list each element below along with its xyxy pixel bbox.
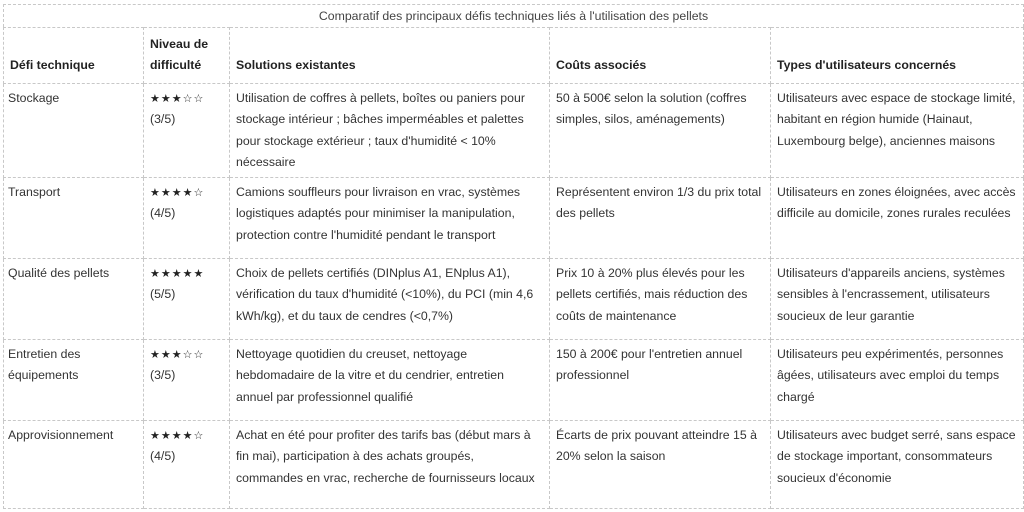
rating-text: (4/5) bbox=[150, 206, 176, 221]
cell-costs: Représentent environ 1/3 du prix total des pellets bbox=[550, 178, 771, 259]
rating-text: (3/5) bbox=[150, 368, 176, 383]
header-users: Types d'utilisateurs concernés bbox=[771, 28, 1024, 84]
cell-solutions: Nettoyage quotidien du creuset, nettoyage hebdomadaire de la vitre et du cendrier, entretien annuel par professionnel qualifié bbox=[230, 340, 550, 421]
cell-challenge: Entretien des équipements bbox=[4, 340, 144, 421]
cell-solutions: Choix de pellets certifiés (DINplus A1, ENplus A1), vérification du taux d'humidité (<10%), du PCI (min 4,6 kWh/kg), et du taux de cendres (<0,7%) bbox=[230, 259, 550, 340]
comparison-table-container bbox=[3, 4, 1023, 509]
table-caption: Comparatif des principaux défis techniques liés à l'utilisation des pellets bbox=[3, 4, 1024, 27]
cell-costs: 150 à 200€ pour l'entretien annuel professionnel bbox=[550, 340, 771, 421]
header-difficulty: Niveau de difficulté bbox=[144, 28, 230, 84]
table-row bbox=[4, 421, 1024, 509]
cell-users: Utilisateurs avec espace de stockage limité, habitant en région humide (Hainaut, Luxembourg belge), anciennes maisons bbox=[771, 84, 1024, 178]
cell-difficulty bbox=[144, 340, 230, 421]
cell-challenge: Approvisionnement bbox=[4, 421, 144, 509]
rating-text: (4/5) bbox=[150, 449, 176, 464]
cell-costs: 50 à 500€ selon la solution (coffres simples, silos, aménagements) bbox=[550, 84, 771, 178]
table-row bbox=[4, 84, 1024, 178]
star-rating-icon: ★★★☆☆ bbox=[150, 92, 205, 105]
cell-challenge: Qualité des pellets bbox=[4, 259, 144, 340]
star-rating-icon: ★★★☆☆ bbox=[150, 348, 205, 362]
table-row bbox=[4, 259, 1024, 340]
cell-difficulty bbox=[144, 259, 230, 340]
cell-solutions: Utilisation de coffres à pellets, boîtes ou paniers pour stockage intérieur ; bâches imperméables et palettes pour stockage extérieur ; taux d'humidité < 10% nécessaire bbox=[230, 84, 550, 178]
cell-users: Utilisateurs avec budget serré, sans espace de stockage important, consommateurs soucieux d'économie bbox=[771, 421, 1024, 509]
cell-challenge: Transport bbox=[4, 178, 144, 259]
cell-difficulty bbox=[144, 421, 230, 509]
header-solutions: Solutions existantes bbox=[230, 28, 550, 84]
cell-costs: Écarts de prix pouvant atteindre 15 à 20% selon la saison bbox=[550, 421, 771, 509]
comparison-table bbox=[3, 4, 1024, 509]
table-row bbox=[4, 340, 1024, 421]
table-row bbox=[4, 178, 1024, 259]
cell-challenge: Stockage bbox=[4, 84, 144, 178]
rating-text: (5/5) bbox=[150, 287, 176, 302]
cell-users: Utilisateurs en zones éloignées, avec accès difficile au domicile, zones rurales reculées bbox=[771, 178, 1024, 259]
star-rating-icon: ★★★★★ bbox=[150, 267, 205, 281]
cell-difficulty bbox=[144, 178, 230, 259]
star-rating-icon: ★★★★☆ bbox=[150, 429, 205, 443]
cell-users: Utilisateurs d'appareils anciens, systèmes sensibles à l'encrassement, utilisateurs soucieux de leur garantie bbox=[771, 259, 1024, 340]
header-costs: Coûts associés bbox=[550, 28, 771, 84]
cell-difficulty bbox=[144, 84, 230, 178]
star-rating-icon: ★★★★☆ bbox=[150, 186, 205, 200]
rating-text: (3/5) bbox=[150, 112, 176, 127]
header-row bbox=[4, 28, 1024, 84]
cell-solutions: Achat en été pour profiter des tarifs bas (début mars à fin mai), participation à des achats groupés, commandes en vrac, recherche de fournisseurs locaux bbox=[230, 421, 550, 509]
cell-solutions: Camions souffleurs pour livraison en vrac, systèmes logistiques adaptés pour minimiser la manipulation, protection contre l'humidité pendant le transport bbox=[230, 178, 550, 259]
cell-users: Utilisateurs peu expérimentés, personnes âgées, utilisateurs avec emploi du temps chargé bbox=[771, 340, 1024, 421]
header-challenge: Défi technique bbox=[4, 28, 144, 84]
cell-costs: Prix 10 à 20% plus élevés pour les pellets certifiés, mais réduction des coûts de maintenance bbox=[550, 259, 771, 340]
